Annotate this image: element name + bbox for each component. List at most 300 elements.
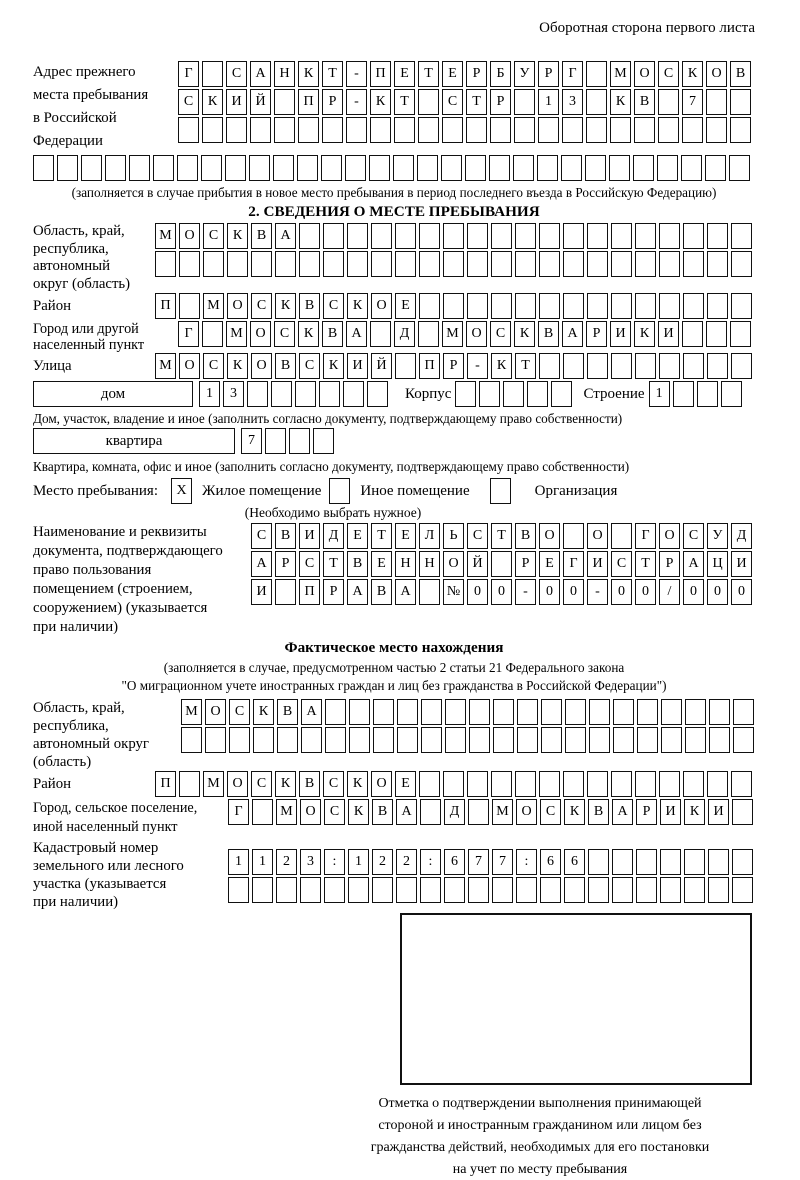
char-box [467,223,488,249]
char-box [201,155,222,181]
char-box [564,877,585,903]
char-box [313,428,334,454]
char-box [611,523,632,549]
char-box [155,251,176,277]
char-box [247,381,268,407]
char-box: К [298,321,319,347]
char-box: К [275,771,296,797]
char-box [661,699,682,725]
char-box [202,321,223,347]
char-box [325,699,346,725]
char-box: М [203,771,224,797]
char-row [178,61,754,87]
char-box: Р [538,61,559,87]
char-box: С [299,353,320,379]
char-box: С [490,321,511,347]
char-box [179,251,200,277]
char-box [706,117,727,143]
char-box [491,223,512,249]
char-box: О [250,321,271,347]
char-box [323,251,344,277]
char-box [455,381,476,407]
char-box: 1 [649,381,670,407]
char-box [732,877,753,903]
char-box: О [706,61,727,87]
option-other-premises-label: Иное помещение [360,482,470,499]
char-box: С [442,89,463,115]
char-box [636,877,657,903]
checkbox-residential[interactable]: X [171,478,192,504]
char-box [467,293,488,319]
city-label [33,321,178,353]
char-box: Р [275,551,296,577]
char-box [563,293,584,319]
char-box [709,699,730,725]
char-box: П [298,89,319,115]
char-box: И [347,353,368,379]
char-box [271,381,292,407]
char-box: № [443,579,464,605]
previous-address-note: (заполняется в случае прибытия в новое место пребывания в период последнего въезда в Российскую Федерацию) [71,185,717,200]
char-box [249,155,270,181]
char-box [503,381,524,407]
text-line: Федерации [33,133,103,149]
char-box: В [588,799,609,825]
char-box: Р [490,89,511,115]
char-box [229,727,250,753]
char-box [707,353,728,379]
char-box: О [205,699,226,725]
char-box [129,155,150,181]
char-box: А [683,551,704,577]
char-box [443,251,464,277]
char-box [613,727,634,753]
char-box [707,223,728,249]
char-box [708,877,729,903]
char-box [540,877,561,903]
char-box: В [322,321,343,347]
char-box [153,155,174,181]
char-box [515,251,536,277]
char-box: К [347,771,368,797]
text-line: Область, край, [33,700,125,716]
region-field [33,223,755,293]
char-box [299,223,320,249]
char-box [273,155,294,181]
char-row [228,849,756,875]
checkbox-other-premises[interactable] [329,478,350,504]
char-box: К [634,321,655,347]
char-box: С [226,61,247,87]
char-box [588,877,609,903]
confirmation-stamp-area [400,913,752,1085]
char-box: : [516,849,537,875]
char-box [179,771,200,797]
char-box: С [683,523,704,549]
char-box: 3 [562,89,583,115]
char-box [683,293,704,319]
region-label [33,223,155,293]
char-box: А [301,699,322,725]
char-box: Н [419,551,440,577]
char-box: Г [228,799,249,825]
char-box [513,155,534,181]
char-box [491,251,512,277]
char-box [395,353,416,379]
char-box: И [587,551,608,577]
char-box [682,117,703,143]
char-box: В [538,321,559,347]
char-box: В [347,551,368,577]
text-line: при наличии) [33,619,119,635]
char-box: С [323,293,344,319]
char-box: 1 [199,381,220,407]
char-box: В [251,223,272,249]
char-box: О [227,771,248,797]
char-box [491,293,512,319]
char-box [586,89,607,115]
stay-type-row [33,478,755,504]
char-box: Е [371,551,392,577]
char-box [587,223,608,249]
char-box: М [203,293,224,319]
char-box: Й [371,353,392,379]
stay-type-label: Место пребывания: [33,482,158,499]
text-line: помещением (строением, [33,581,193,597]
char-box: 6 [540,849,561,875]
char-box [419,223,440,249]
char-box [349,699,370,725]
char-box: К [514,321,535,347]
text-line: населенный пункт [33,337,145,353]
char-box: Д [444,799,465,825]
char-box [635,223,656,249]
char-box [468,799,489,825]
char-box [300,877,321,903]
actual-city-field [33,799,755,837]
char-box: Н [395,551,416,577]
apartment-number-row [241,428,337,454]
char-box: И [660,799,681,825]
char-box [538,117,559,143]
char-box [707,251,728,277]
checkbox-organization[interactable] [490,478,511,504]
char-box: 1 [538,89,559,115]
char-box [587,771,608,797]
char-box [393,155,414,181]
char-box [660,877,681,903]
char-box [228,877,249,903]
char-box: Е [539,551,560,577]
char-box [612,849,633,875]
char-box: 0 [731,579,752,605]
char-box: М [181,699,202,725]
char-row [251,551,755,577]
char-box [731,223,752,249]
char-box [730,89,751,115]
char-box [514,89,535,115]
char-box [589,699,610,725]
char-box [732,849,753,875]
char-box: П [370,61,391,87]
char-box: 7 [241,428,262,454]
char-box: 6 [564,849,585,875]
char-box [563,771,584,797]
char-box: 7 [492,849,513,875]
char-box [369,155,390,181]
option-organization-label: Организация [534,482,618,499]
char-box [252,877,273,903]
char-box [586,117,607,143]
char-box: О [466,321,487,347]
char-box [250,117,271,143]
char-box [709,727,730,753]
char-box [468,877,489,903]
char-box: В [634,89,655,115]
char-box: Ь [443,523,464,549]
char-box [421,727,442,753]
char-box [588,849,609,875]
char-box: С [203,353,224,379]
actual-region-label [33,699,181,771]
char-box [563,523,584,549]
char-box [493,699,514,725]
char-box: И [658,321,679,347]
char-box: О [179,353,200,379]
char-box [205,727,226,753]
char-box [731,293,752,319]
char-box: С [323,771,344,797]
text-line: места пребывания [33,87,149,103]
char-box: 2 [372,849,393,875]
char-box [343,381,364,407]
text-line: (заполняется в случае, предусмотренном частью 2 статьи 21 Федерального закона [163,660,625,675]
section2-title: 2. СВЕДЕНИЯ О МЕСТЕ ПРЕБЫВАНИЯ [248,203,540,220]
char-box: С [251,771,272,797]
char-box: 0 [683,579,704,605]
char-box [373,727,394,753]
char-box: М [610,61,631,87]
char-box [585,155,606,181]
char-box [517,699,538,725]
char-box: Е [395,523,416,549]
text-line: право пользования [33,562,152,578]
char-box [179,293,200,319]
actual-region-field [33,699,755,771]
char-box [587,353,608,379]
house-type-box: дом [33,381,193,407]
char-box [563,353,584,379]
char-box [275,251,296,277]
char-box: У [514,61,535,87]
char-box [659,251,680,277]
previous-address-overflow-row [33,155,755,181]
text-line: участка (указывается [33,876,167,892]
char-row [178,117,754,143]
char-box [395,251,416,277]
korpus-row [455,381,575,407]
district-label: Район [33,298,72,314]
char-box [515,771,536,797]
char-box: 7 [468,849,489,875]
char-box [561,155,582,181]
char-box: С [658,61,679,87]
actual-location-note [33,659,755,695]
char-box [515,223,536,249]
char-box: К [370,89,391,115]
char-box: К [684,799,705,825]
char-box [202,61,223,87]
char-box: С [251,293,272,319]
char-box [443,223,464,249]
char-box: А [250,61,271,87]
char-box [373,699,394,725]
char-box: К [348,799,369,825]
char-box [177,155,198,181]
house-note: Дом, участок, владение и иное (заполнить согласно документу, подтверждающему право собственности) [33,411,623,426]
char-box: Т [418,61,439,87]
char-box [659,293,680,319]
char-box: О [659,523,680,549]
char-box [697,381,718,407]
char-box: И [251,579,272,605]
text-line: в Российской [33,110,117,126]
char-box [731,353,752,379]
char-box: 1 [228,849,249,875]
char-box [705,155,726,181]
house-row [33,381,755,407]
char-box: 0 [635,579,656,605]
char-row [251,523,755,549]
text-line: "О миграционном учете иностранных граждан и лиц без гражданства в Российской Федерации") [121,678,667,693]
actual-location-title: Фактическое место нахождения [284,639,504,656]
char-box [418,321,439,347]
char-box [492,877,513,903]
char-box [587,251,608,277]
char-box: Р [466,61,487,87]
char-box [721,381,742,407]
char-box [395,223,416,249]
char-box: М [492,799,513,825]
char-box: А [347,579,368,605]
char-box: М [276,799,297,825]
previous-address-field [33,61,755,153]
char-box [491,551,512,577]
char-box: 0 [467,579,488,605]
city-field [33,321,755,353]
char-box: Е [394,61,415,87]
text-line: стороной и иностранным гражданином или лицом без [378,1118,702,1133]
char-box [298,117,319,143]
char-box [634,117,655,143]
char-box: В [275,353,296,379]
char-box [733,699,754,725]
char-box [371,223,392,249]
char-box: О [251,353,272,379]
char-box [731,771,752,797]
char-box [682,321,703,347]
korpus-label: Корпус [405,386,452,402]
char-box [443,293,464,319]
char-row [155,223,755,249]
char-row [251,579,755,605]
char-box: М [226,321,247,347]
char-box [661,727,682,753]
char-box [730,117,751,143]
char-box [683,223,704,249]
char-box [527,381,548,407]
char-box: Р [322,89,343,115]
char-box: К [610,89,631,115]
char-box [681,155,702,181]
char-box [565,727,586,753]
char-box [635,771,656,797]
char-box [637,727,658,753]
char-box: В [372,799,393,825]
char-row [155,771,755,797]
char-box [202,117,223,143]
text-line: сооружением) (указывается [33,600,208,616]
text-line: Область, край, [33,223,125,239]
char-box [347,251,368,277]
char-box [611,223,632,249]
char-box: С [611,551,632,577]
char-box [295,381,316,407]
text-line: Город, сельское поселение, [33,800,198,816]
previous-address-label [33,61,178,153]
char-box [33,155,54,181]
char-box: Д [731,523,752,549]
char-box [370,321,391,347]
char-box: Е [395,771,416,797]
char-box [178,117,199,143]
char-box [707,293,728,319]
text-line: республика, [33,718,109,734]
char-box [301,727,322,753]
char-box [394,117,415,143]
char-box: У [707,523,728,549]
char-row [155,293,755,319]
char-box [275,579,296,605]
char-box: Ц [707,551,728,577]
char-box [324,877,345,903]
char-box [419,251,440,277]
char-box: В [730,61,751,87]
char-box: С [540,799,561,825]
char-box: 0 [491,579,512,605]
text-line: документа, подтверждающего [33,543,223,559]
char-box [417,155,438,181]
char-box: А [251,551,272,577]
char-box: К [227,353,248,379]
char-box [203,251,224,277]
char-box [539,353,560,379]
char-box: А [275,223,296,249]
char-box [105,155,126,181]
char-box [551,381,572,407]
char-box: А [346,321,367,347]
char-box: / [659,579,680,605]
char-box: А [612,799,633,825]
char-box: Т [635,551,656,577]
char-box: С [299,551,320,577]
char-box [611,771,632,797]
char-box [633,155,654,181]
char-box: Л [419,523,440,549]
char-box: С [178,89,199,115]
text-line: на учет по месту пребывания [452,1162,628,1177]
char-box: 3 [223,381,244,407]
